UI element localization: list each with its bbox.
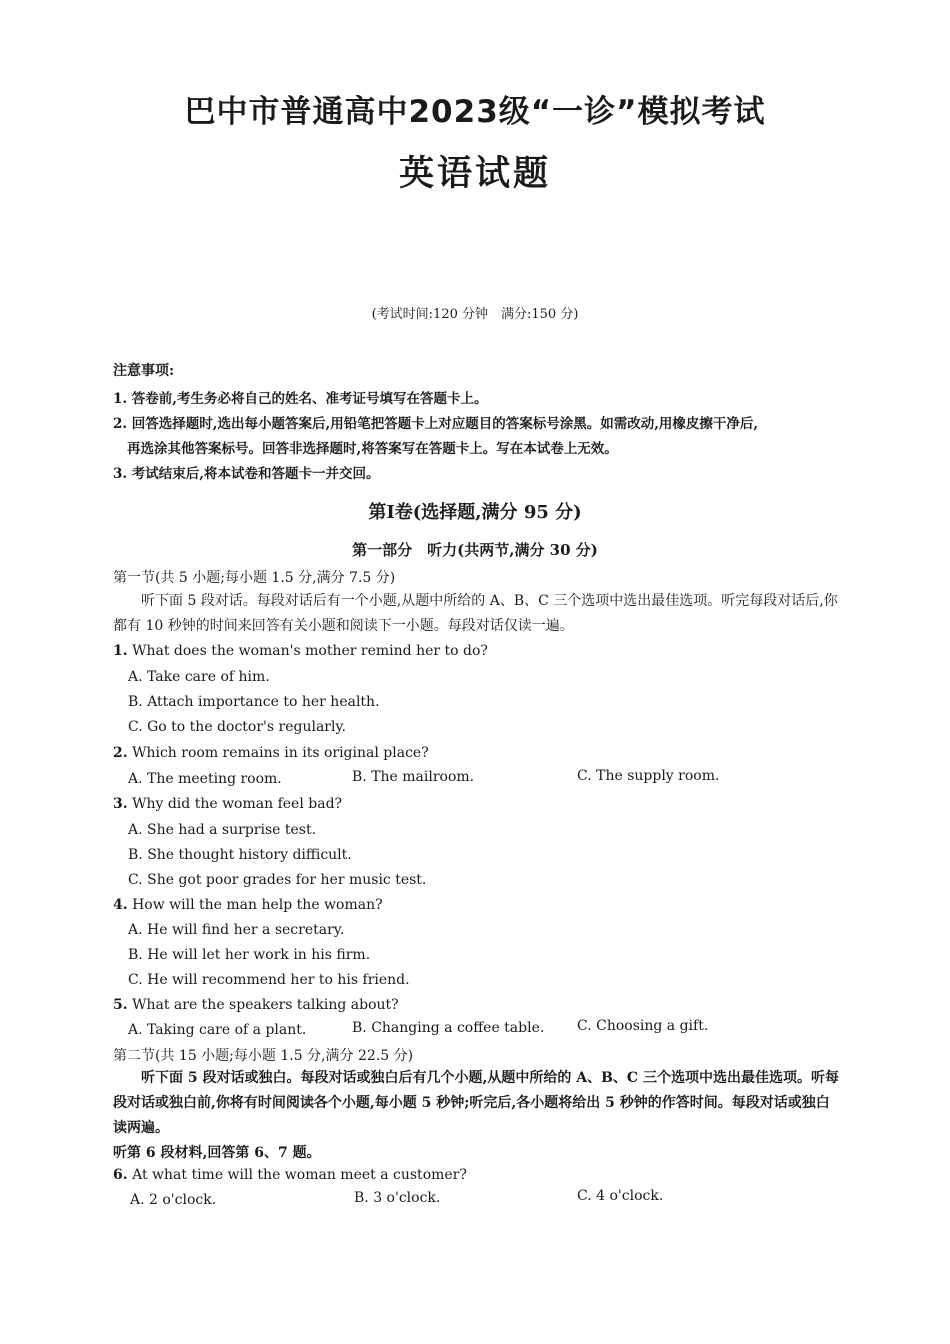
question-text: Which room remains in its original place? [132,745,429,761]
question-number: 1. [113,643,128,659]
note-item: 再选涂其他答案标号。回答非选择题时,将答案写在答题卡上。写在本试卷上无效。 [127,441,618,457]
option: C. He will recommend her to his friend. [128,972,410,988]
question-text: What does the woman's mother remind her to do? [132,643,488,659]
option: A. The meeting room. [128,771,282,787]
volume-title: 第Ⅰ卷(选择题,满分 95 分) [368,502,582,523]
section2-instructions: 听下面 5 段对话或独白。每段对话或独白后有几个小题,从题中所给的 A、B、C 三个选项中选出最佳选项。听每段对话或独白前,你将有时间阅读各个小题,每小题 5 秒钟;听完后,各小题将给出 5 秒钟的作答时间。每段对话或独白读两遍。 [113,1070,839,1136]
question-text: Why did the woman feel bad? [132,796,343,812]
question-2 [113,745,429,761]
option: B. The mailroom. [352,769,475,785]
part-title: 第一部分 听力(共两节,满分 30 分) [352,541,598,559]
notes-heading: 注意事项: [113,363,175,379]
question-number: 2. [113,745,128,761]
question-text: What are the speakers talking about? [132,997,399,1013]
option: B. Changing a coffee table. [352,1020,545,1036]
option: C. Choosing a gift. [577,1018,709,1034]
material-instruction: 听第 6 段材料,回答第 6、7 题。 [113,1145,321,1161]
question-text: At what time will the woman meet a customer? [132,1167,467,1183]
question-number: 6. [113,1167,128,1183]
option: B. Attach importance to her health. [128,694,380,710]
option: A. Take care of him. [128,669,270,685]
option: B. She thought history difficult. [128,847,352,863]
option: B. He will let her work in his firm. [128,947,371,963]
question-number: 4. [113,897,128,913]
option: A. She had a surprise test. [128,822,317,838]
question-number: 3. [113,796,128,812]
section1-title: 第一节(共 5 小题;每小题 1.5 分,满分 7.5 分) [113,570,396,586]
option: A. 2 o'clock. [130,1192,217,1208]
question-5 [113,997,399,1013]
section2-title: 第二节(共 15 小题;每小题 1.5 分,满分 22.5 分) [113,1048,414,1064]
option: C. She got poor grades for her music test. [128,872,427,888]
option: C. Go to the doctor's regularly. [128,719,346,735]
option: A. Taking care of a plant. [128,1022,307,1038]
note-item: 2. 回答选择题时,选出每小题答案后,用铅笔把答题卡上对应题目的答案标号涂黑。如需改动,用橡皮擦干净后, [113,416,759,432]
question-1 [113,643,488,659]
question-6 [113,1167,467,1183]
option: C. 4 o'clock. [577,1188,664,1204]
note-item: 1. 答卷前,考生务必将自己的姓名、准考证号填写在答题卡上。 [113,391,488,407]
question-text: How will the man help the woman? [132,897,383,913]
question-number: 5. [113,997,128,1013]
section1-instructions: 听下面 5 段对话。每段对话后有一个小题,从题中所给的 A、B、C 三个选项中选出最佳选项。听完每段对话后,你都有 10 秒钟的时间来回答有关小题和阅读下一小题。每段对话仅读一遍。 [113,593,838,634]
option: B. 3 o'clock. [354,1190,441,1206]
exam-time-info: (考试时间:120 分钟 满分:150 分) [371,307,579,322]
note-item: 3. 考试结束后,将本试卷和答题卡一并交回。 [113,466,380,482]
question-4 [113,897,383,913]
option: A. He will find her a secretary. [128,922,345,938]
subject-title: 英语试题 [398,154,551,194]
question-3 [113,796,342,812]
exam-title: 巴中市普通高中2023级“一诊”模拟考试 [184,94,766,130]
option: C. The supply room. [577,768,720,784]
